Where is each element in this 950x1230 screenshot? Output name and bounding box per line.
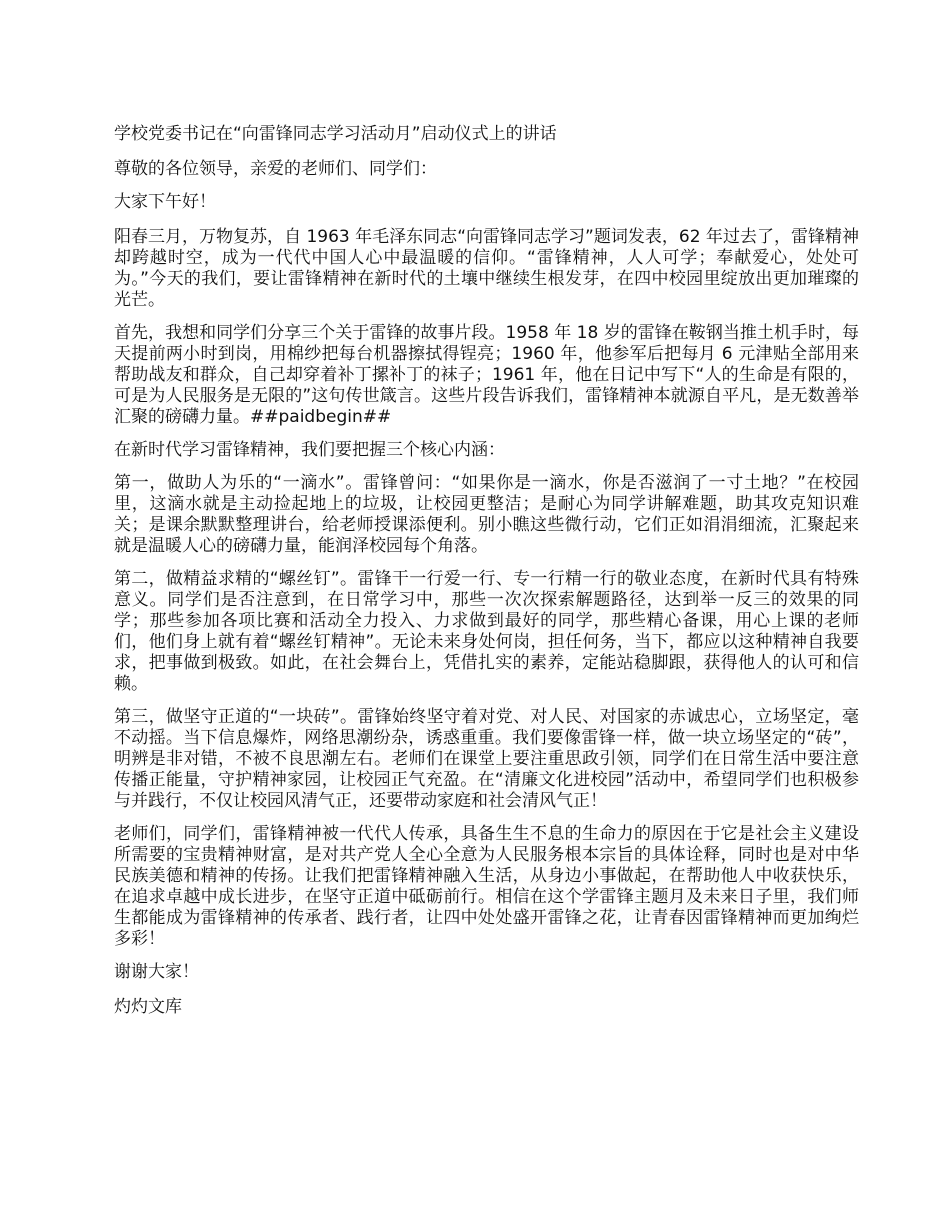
salutation: 尊敬的各位领导，亲爱的老师们、同学们： [114, 159, 437, 179]
paragraph-second-point: 第二，做精益求精的“螺丝钉”。雷锋干一行爱一行、专一行精一行的敬业态度，在新时代具有特殊意义。同学们是否注意到，在日常学习中，那些一次次探索解题路径，达到举一反三的效果的同学；那些参加各项比赛和活动全力投入、力求做到最好的同学，那些精心备课，用心上课的老师们，他们身上就有着“螺丝钉精神”。无论未来身处何岗，担任何务，当下，都应以这种精神自我要求，把事做到极致。如此，在社会舞台上，凭借扎实的素养，定能站稳脚跟，获得他人的认可和信赖。 [114, 569, 859, 694]
document-body [114, 124, 859, 1018]
paragraph-third-point: 第三，做坚守正道的“一块砖”。雷锋始终坚守着对党、对人民、对国家的赤诚忠心，立场坚定，毫不动摇。当下信息爆炸，网络思潮纷杂，诱惑重重。我们要像雷锋一样，做一块立场坚定的“砖”，明辨是非对错，不被不良思潮左右。老师们在课堂上要注重思政引领，同学们在日常生活中要注意传播正能量，守护精神家园，让校园正气充盈。在“清廉文化进校园”活动中，希望同学们也积极参与并践行，不仅让校园风清气正，还要带动家庭和社会清风气正！ [114, 707, 859, 811]
source-label: 灼灼文库 [114, 997, 182, 1017]
closing-thanks: 谢谢大家！ [114, 962, 199, 982]
paragraph-first-point: 第一，做助人为乐的“一滴水”。雷锋曾问：“如果你是一滴水，你是否滋润了一寸土地？”在校园里，这滴水就是主动捡起地上的垃圾，让校园更整洁；是耐心为同学讲解难题，助其攻克知识难关；是课余默默整理讲台，给老师授课添便利。别小瞧这些微行动，它们正如涓涓细流，汇聚起来就是温暖人心的磅礴力量，能润泽校园每个角落。 [114, 473, 859, 556]
greeting: 大家下午好！ [114, 192, 216, 212]
paragraph-stories: 首先，我想和同学们分享三个关于雷锋的故事片段。1958 年 18 岁的雷锋在鞍钢当推土机手时，每天提前两小时到岗，用棉纱把每台机器擦拭得锃亮；1960 年，他参军后把每月 6 元津贴全部用来帮助战友和群众，自己却穿着补丁摞补丁的袜子；1961 年，他在日记中写下“人的生命是有限的，可是为人民服务是无限的”这句传世箴言。这些片段告诉我们，雷锋精神本就源自平凡，是无数善举汇聚的磅礴力量。##paidbegin## [114, 323, 859, 427]
document-title: 学校党委书记在“向雷锋同志学习活动月”启动仪式上的讲话 [114, 124, 557, 144]
paragraph-intro: 阳春三月，万物复苏，自 1963 年毛泽东同志“向雷锋同志学习”题词发表，62 年过去了，雷锋精神却跨越时空，成为一代代中国人心中最温暖的信仰。“雷锋精神，人人可学；奉献爱心，处处可为。”今天的我们，要让雷锋精神在新时代的土壤中继续生根发芽，在四中校园里绽放出更加璀璨的光芒。 [114, 227, 859, 310]
paragraph-conclusion: 老师们，同学们，雷锋精神被一代代人传承，具备生生不息的生命力的原因在于它是社会主义建设所需要的宝贵精神财富，是对共产党人全心全意为人民服务根本宗旨的具体诠释，同时也是对中华民族美德和精神的传扬。让我们把雷锋精神融入生活，从身边小事做起，在帮助他人中收获快乐，在追求卓越中成长进步，在坚守正道中砥砺前行。相信在这个学雷锋主题月及未来日子里，我们师生都能成为雷锋精神的传承者、践行者，让四中处处盛开雷锋之花，让青春因雷锋精神而更加绚烂多彩！ [114, 824, 859, 949]
paragraph-core-intro: 在新时代学习雷锋精神，我们要把握三个核心内涵： [114, 440, 505, 460]
